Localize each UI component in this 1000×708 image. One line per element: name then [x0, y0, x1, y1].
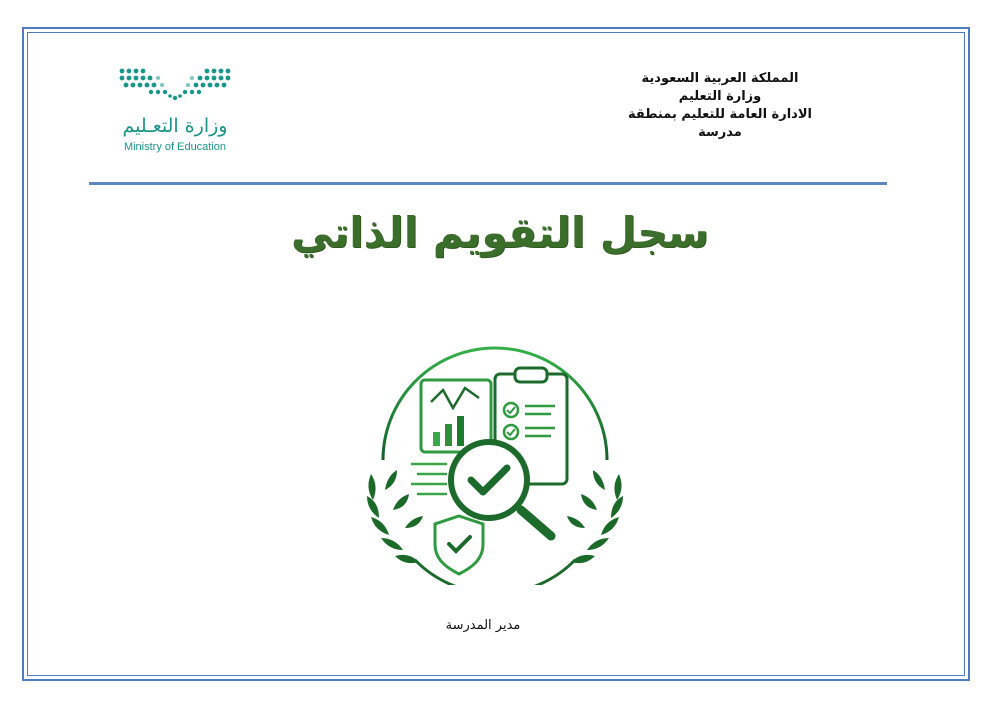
- ministry-logo: [110, 65, 240, 155]
- header-block: [590, 70, 850, 142]
- header-directorate: الادارة العامة للتعليم بمنطقة: [628, 107, 812, 122]
- header-divider: [89, 182, 887, 185]
- principal-label: مدير المدرسة: [445, 618, 521, 633]
- header-ministry: وزارة التعليم: [678, 89, 762, 104]
- ministry-dots-icon: [118, 65, 232, 105]
- self-evaluation-emblem-icon: [355, 340, 635, 585]
- header-kingdom: المملكة العربية السعودية: [641, 71, 799, 86]
- page-title: سجل التقويم الذاتي: [291, 208, 709, 257]
- ministry-logo-english: Ministry of Education: [123, 141, 227, 153]
- ministry-logo-arabic: وزارة التعـليم: [122, 115, 228, 137]
- header-school: مدرسة: [698, 125, 742, 140]
